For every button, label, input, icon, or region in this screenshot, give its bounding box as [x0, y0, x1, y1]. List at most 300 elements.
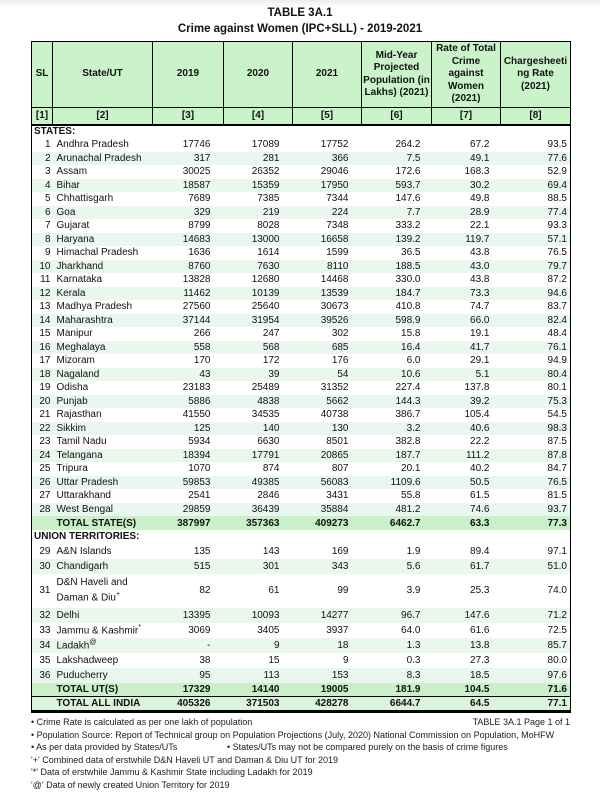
- cell-value: 343: [293, 559, 362, 574]
- state-name: Tripura: [56, 463, 88, 475]
- table-row: [32, 260, 571, 274]
- cell-value: 598.9: [362, 314, 432, 328]
- cell-value: 49385: [224, 476, 293, 490]
- state-name: Bihar: [53, 179, 153, 193]
- cell-value: 72.5: [547, 624, 567, 636]
- cell-value: 130: [293, 422, 362, 436]
- cell-sl: 11: [40, 274, 51, 286]
- cell-value: 137.8: [464, 382, 490, 394]
- cell-value: 140: [224, 422, 293, 436]
- table-container: [31, 41, 570, 791]
- cell-value: 63.3: [432, 516, 501, 530]
- table-row: [32, 368, 571, 382]
- cell-value: 807: [331, 463, 349, 475]
- cell-value: 15359: [224, 179, 293, 193]
- col-ref-2: [2]: [53, 108, 153, 125]
- table-row: [32, 300, 571, 314]
- cell-value: 405326: [153, 697, 224, 712]
- cell-value: 77.4: [501, 206, 571, 220]
- cell-value: 301: [224, 559, 293, 574]
- cell-value: 170: [193, 355, 211, 367]
- crime-against-women-table: [31, 41, 571, 713]
- cell-value: 568: [224, 341, 293, 355]
- cell-sl: 2: [32, 152, 53, 166]
- cell-value: 371503: [224, 697, 293, 712]
- cell-value: 18: [293, 638, 362, 653]
- cell-value: 40.2: [470, 463, 490, 475]
- state-name: Puducherry: [53, 668, 153, 683]
- section-label: UNION TERRITORIES:: [32, 530, 571, 544]
- cell-value: 184.7: [362, 287, 432, 301]
- cell-value: 80.0: [547, 654, 567, 666]
- cell-value: 22.1: [470, 220, 490, 232]
- cell-sl: 1: [44, 139, 51, 151]
- state-name: Uttarakhand: [56, 490, 111, 502]
- grand-total-row: [32, 697, 571, 712]
- cell-value: 43.8: [470, 247, 490, 259]
- cell-value: 13828: [182, 274, 211, 286]
- table-row: [32, 489, 571, 503]
- cell-value: 7385: [257, 193, 280, 205]
- cell-sl: [32, 697, 53, 712]
- state-name: Lakshadweep: [56, 654, 119, 666]
- header-row: [32, 42, 571, 108]
- table-row: [32, 192, 571, 206]
- state-name: Meghalaya: [53, 341, 153, 355]
- cell-value: 8110: [293, 260, 362, 274]
- cell-value: 119.7: [432, 233, 501, 247]
- cell-value: 481.2: [362, 503, 432, 517]
- cell-value: 17089: [251, 139, 280, 151]
- table-row: [32, 462, 571, 476]
- section-label-row: [32, 530, 571, 544]
- cell-value: 15: [268, 654, 280, 666]
- cell-value: 302: [331, 328, 349, 340]
- cell-value: 14140: [224, 683, 293, 697]
- cell-value: 20.1: [401, 463, 421, 475]
- cell-sl: 21: [39, 409, 51, 421]
- cell-sl: 30: [32, 559, 53, 574]
- cell-sl: 28: [32, 503, 53, 517]
- cell-value: 39: [224, 368, 293, 382]
- cell-value: 71.6: [501, 683, 571, 697]
- cell-value: 61.6: [470, 624, 490, 636]
- table-row: [32, 608, 571, 623]
- cell-value: 14277: [293, 608, 362, 623]
- table-row: [32, 219, 571, 233]
- cell-value: 6.0: [406, 355, 421, 367]
- cell-value: 89.4: [470, 545, 490, 557]
- cell-value: 54: [293, 368, 362, 382]
- table-row: [32, 638, 571, 653]
- cell-value: 27560: [182, 301, 211, 313]
- cell-value: 76.1: [501, 341, 571, 355]
- cell-value: 29.1: [470, 355, 490, 367]
- cell-value: 71.2: [501, 608, 571, 623]
- cell-sl: 33: [39, 624, 51, 636]
- cell-value: 593.7: [362, 179, 432, 193]
- cell-value: 8.3: [362, 668, 432, 683]
- table-row: [32, 138, 571, 152]
- cell-value: 10093: [224, 608, 293, 623]
- cell-value: 76.5: [501, 476, 571, 490]
- cell-value: 66.0: [432, 314, 501, 328]
- cell-value: 39.2: [432, 395, 501, 409]
- state-name: West Bengal: [53, 503, 153, 517]
- cell-value: 281: [224, 152, 293, 166]
- footnote-line-4: [31, 754, 570, 767]
- cell-value: 3.9: [406, 585, 421, 596]
- cell-value: 88.5: [547, 193, 567, 205]
- cell-value: 2541: [188, 490, 211, 502]
- cell-value: 7689: [188, 193, 211, 205]
- cell-sl: 7: [44, 220, 51, 232]
- cell-value: 4838: [224, 395, 293, 409]
- cell-value: 77.3: [501, 516, 571, 530]
- cell-value: 83.7: [547, 301, 567, 313]
- cell-value: 1614: [257, 247, 280, 259]
- footnote-star-marker: '*' Data of erstwhile Jammu & Kashmir State including Ladakh for 2019: [31, 767, 313, 777]
- cell-value: 98.3: [501, 422, 571, 436]
- cell-value: 168.3: [464, 166, 490, 178]
- cell-sl: 31: [39, 585, 51, 596]
- state-name: Punjab: [53, 395, 153, 409]
- cell-value: 7.5: [362, 152, 432, 166]
- header-2019: 2019: [153, 42, 224, 108]
- cell-value: 105.4: [464, 409, 490, 421]
- cell-value: 5886: [153, 395, 224, 409]
- cell-value: 8760: [153, 260, 224, 274]
- cell-sl: 6: [32, 206, 53, 220]
- cell-value: 1109.6: [362, 476, 432, 490]
- total-label: TOTAL ALL INDIA: [53, 697, 153, 712]
- cell-value: 187.7: [362, 449, 432, 463]
- cell-value: 7348: [326, 220, 349, 232]
- cell-value: 18.5: [432, 668, 501, 683]
- cell-value: -: [153, 638, 224, 653]
- state-name: Gujarat: [56, 220, 90, 232]
- cell-value: 7.7: [362, 206, 432, 220]
- cell-value: 357363: [224, 516, 293, 530]
- section-total-row: [32, 516, 571, 530]
- cell-value: 74.7: [470, 301, 490, 313]
- cell-value: 25640: [251, 301, 280, 313]
- footnotes: [31, 716, 570, 791]
- header-sl: SL: [32, 42, 53, 108]
- cell-value: 1070: [188, 463, 211, 475]
- cell-value: 18587: [153, 179, 224, 193]
- cell-value: 61.5: [470, 490, 490, 502]
- footnote-at-marker: '@' Data of newly created Union Territory for 2019: [31, 779, 230, 790]
- cell-sl: 14: [32, 314, 53, 328]
- cell-value: 64.0: [401, 624, 421, 636]
- table-row: [32, 206, 571, 220]
- cell-value: 5.6: [362, 559, 432, 574]
- cell-value: 94.6: [501, 287, 571, 301]
- cell-value: 113: [224, 668, 293, 683]
- cell-value: 54.5: [547, 409, 567, 421]
- state-name: Manipur: [56, 328, 93, 340]
- cell-value: 30.2: [432, 179, 501, 193]
- table-row: [32, 476, 571, 490]
- cell-value: 14468: [320, 274, 349, 286]
- cell-value: 95: [153, 668, 224, 683]
- cell-value: 111.2: [432, 449, 501, 463]
- cell-value: 317: [153, 152, 224, 166]
- cell-value: 16.4: [362, 341, 432, 355]
- table-row: [32, 544, 571, 559]
- cell-value: 36.5: [401, 247, 421, 259]
- cell-value: 227.4: [395, 382, 421, 394]
- cell-value: 144.3: [362, 395, 432, 409]
- cell-sl: 8: [32, 233, 53, 247]
- cell-value: 64.5: [432, 697, 501, 712]
- state-name: Maharashtra: [53, 314, 153, 328]
- state-name: Arunachal Pradesh: [53, 152, 153, 166]
- cell-value: 176: [331, 355, 349, 367]
- cell-value: 48.4: [547, 328, 567, 340]
- cell-sl: 23: [39, 436, 51, 448]
- cell-value: 17746: [182, 139, 211, 151]
- cell-value: 67.2: [470, 139, 490, 151]
- cell-value: 40.6: [432, 422, 501, 436]
- state-name: Telangana: [53, 449, 153, 463]
- col-ref-8: [8]: [501, 108, 571, 125]
- col-ref-1: [1]: [32, 108, 53, 125]
- cell-value: 382.8: [395, 436, 421, 448]
- cell-value: 1599: [326, 247, 349, 259]
- column-index-row: [32, 108, 571, 125]
- cell-value: 558: [153, 341, 224, 355]
- header-population: Mid-Year Projected Population (in Lakhs) (2021): [362, 42, 432, 108]
- cell-value: 93.5: [547, 139, 567, 151]
- table-row: [32, 179, 571, 193]
- title-block: [0, 0, 600, 35]
- table-row: [32, 314, 571, 328]
- cell-value: 515: [153, 559, 224, 574]
- cell-value: 0.3: [406, 654, 421, 666]
- cell-value: 387997: [153, 516, 224, 530]
- total-label: TOTAL STATE(S): [53, 516, 153, 530]
- table-row: [32, 408, 571, 422]
- cell-value: 143: [262, 545, 280, 557]
- footnote-crime-rate: • Crime Rate is calculated as per one lakh of population: [31, 717, 253, 727]
- cell-value: 77.6: [501, 152, 571, 166]
- cell-value: 8501: [326, 436, 349, 448]
- header-2020: 2020: [224, 42, 293, 108]
- section-label-row: [32, 125, 571, 139]
- footnote-line-6: [31, 779, 570, 792]
- header-state-ut: State/UT: [53, 42, 153, 108]
- cell-value: 17752: [320, 139, 349, 151]
- footnote-not-compared: • States/UTs may not be compared purely on the basis of crime figures: [227, 742, 508, 752]
- table-row: [32, 165, 571, 179]
- cell-value: 17950: [293, 179, 362, 193]
- cell-value: 29046: [320, 166, 349, 178]
- col-ref-3: [3]: [153, 108, 224, 125]
- cell-value: 80.4: [501, 368, 571, 382]
- cell-value: 84.7: [547, 463, 567, 475]
- cell-value: 23183: [182, 382, 211, 394]
- cell-value: 38: [199, 654, 211, 666]
- cell-value: 1.3: [362, 638, 432, 653]
- cell-value: 82.4: [501, 314, 571, 328]
- table-row: [32, 395, 571, 409]
- cell-value: 15.8: [401, 328, 421, 340]
- cell-value: 153: [293, 668, 362, 683]
- cell-value: 41550: [182, 409, 211, 421]
- cell-value: 61.7: [432, 559, 501, 574]
- state-name: Tamil Nadu: [56, 436, 107, 448]
- cell-value: 410.8: [395, 301, 421, 313]
- cell-value: 43.0: [432, 260, 501, 274]
- state-name: Mizoram: [56, 355, 95, 367]
- cell-sl: 5: [44, 193, 51, 205]
- cell-value: 30673: [320, 301, 349, 313]
- header-chargesheeting-rate: Chargesheeting Rate (2021): [501, 42, 571, 108]
- cell-value: 74.6: [432, 503, 501, 517]
- cell-value: 82: [199, 585, 211, 596]
- cell-value: 17329: [153, 683, 224, 697]
- cell-value: 172.6: [395, 166, 421, 178]
- cell-value: 81.5: [547, 490, 567, 502]
- cell-value: 6630: [257, 436, 280, 448]
- cell-sl: [32, 683, 53, 697]
- col-ref-5: [5]: [293, 108, 362, 125]
- cell-sl: 32: [32, 608, 53, 623]
- cell-value: 29859: [153, 503, 224, 517]
- cell-value: 73.3: [432, 287, 501, 301]
- section-total-row: [32, 683, 571, 697]
- total-label: TOTAL UT(S): [53, 683, 153, 697]
- cell-value: 5.1: [432, 368, 501, 382]
- footnote-line-3: [31, 741, 570, 754]
- cell-value: 56083: [293, 476, 362, 490]
- cell-value: 35884: [293, 503, 362, 517]
- cell-value: 264.2: [395, 139, 421, 151]
- cell-value: 43: [153, 368, 224, 382]
- cell-value: 93.7: [501, 503, 571, 517]
- table-row: [32, 449, 571, 463]
- cell-value: 59853: [153, 476, 224, 490]
- cell-value: 172: [262, 355, 280, 367]
- table-row: [32, 574, 571, 608]
- cell-value: 97.1: [547, 545, 567, 557]
- cell-value: 329: [153, 206, 224, 220]
- cell-value: 139.2: [362, 233, 432, 247]
- cell-value: 8028: [257, 220, 280, 232]
- cell-value: 69.4: [501, 179, 571, 193]
- state-name: Sikkim: [53, 422, 153, 436]
- cell-value: 27.3: [470, 654, 490, 666]
- cell-value: 20865: [293, 449, 362, 463]
- cell-value: 87.5: [547, 436, 567, 448]
- cell-value: 3.2: [362, 422, 432, 436]
- cell-value: 11462: [153, 287, 224, 301]
- cell-value: 147.6: [432, 608, 501, 623]
- cell-value: 333.2: [395, 220, 421, 232]
- cell-value: 25.3: [470, 585, 490, 596]
- cell-value: 386.7: [395, 409, 421, 421]
- cell-value: 409273: [293, 516, 362, 530]
- cell-sl: 17: [39, 355, 51, 367]
- cell-value: 5662: [293, 395, 362, 409]
- cell-value: 1636: [188, 247, 211, 259]
- cell-sl: 20: [32, 395, 53, 409]
- cell-value: 28.9: [432, 206, 501, 220]
- cell-sl: 34: [32, 638, 53, 653]
- cell-value: 50.5: [432, 476, 501, 490]
- cell-sl: 25: [39, 463, 51, 475]
- cell-value: 10139: [224, 287, 293, 301]
- table-row: [32, 233, 571, 247]
- cell-sl: 24: [32, 449, 53, 463]
- cell-value: 16658: [293, 233, 362, 247]
- cell-value: 169: [331, 545, 349, 557]
- table-row: [32, 273, 571, 287]
- cell-value: 93.3: [547, 220, 567, 232]
- cell-value: 18394: [153, 449, 224, 463]
- cell-value: 6462.7: [362, 516, 432, 530]
- cell-value: 9: [224, 638, 293, 653]
- footnote-data-provided: • As per data provided by States/UTs: [31, 742, 178, 752]
- cell-value: 96.7: [362, 608, 432, 623]
- table-row: [32, 503, 571, 517]
- header-crime-rate: Rate of Total Crime against Women (2021): [432, 42, 501, 108]
- state-name: Rajasthan: [56, 409, 102, 421]
- cell-value: 30025: [182, 166, 211, 178]
- cell-sl: 27: [39, 490, 51, 502]
- cell-value: 181.9: [362, 683, 432, 697]
- cell-sl: 26: [32, 476, 53, 490]
- cell-value: 99: [337, 585, 349, 596]
- cell-value: 39526: [293, 314, 362, 328]
- cell-value: 51.0: [501, 559, 571, 574]
- cell-value: 13000: [224, 233, 293, 247]
- table-row: [32, 381, 571, 395]
- state-name: D&N Haveli and Daman & Diu+: [56, 576, 128, 604]
- cell-value: 247: [262, 328, 280, 340]
- cell-value: 3431: [326, 490, 349, 502]
- cell-value: 31954: [224, 314, 293, 328]
- col-ref-4: [4]: [224, 108, 293, 125]
- cell-value: 8799: [188, 220, 211, 232]
- footnote-line-1: [31, 716, 570, 729]
- state-name: Nagaland: [53, 368, 153, 382]
- cell-value: 219: [224, 206, 293, 220]
- table-header: [32, 42, 571, 125]
- cell-sl: 12: [32, 287, 53, 301]
- col-ref-7: [7]: [432, 108, 501, 125]
- page-subtitle: Crime against Women (IPC+SLL) - 2019-2021: [177, 23, 423, 35]
- cell-value: 97.6: [501, 668, 571, 683]
- footnote-population-source: • Population Source: Report of Technical group on Population Projections (July, 2020) National Commission on Population, MoHFW: [31, 729, 555, 740]
- cell-value: 366: [293, 152, 362, 166]
- footnote-line-2: [31, 729, 570, 742]
- cell-value: 224: [293, 206, 362, 220]
- cell-value: 12680: [251, 274, 280, 286]
- cell-sl: 10: [32, 260, 53, 274]
- state-name: Madhya Pradesh: [56, 301, 133, 313]
- cell-value: 147.6: [395, 193, 421, 205]
- state-name: Haryana: [53, 233, 153, 247]
- cell-value: 9: [342, 654, 349, 666]
- cell-sl: 36: [32, 668, 53, 683]
- cell-value: 75.3: [501, 395, 571, 409]
- cell-value: 5934: [188, 436, 211, 448]
- cell-value: 25489: [251, 382, 280, 394]
- cell-value: 17791: [224, 449, 293, 463]
